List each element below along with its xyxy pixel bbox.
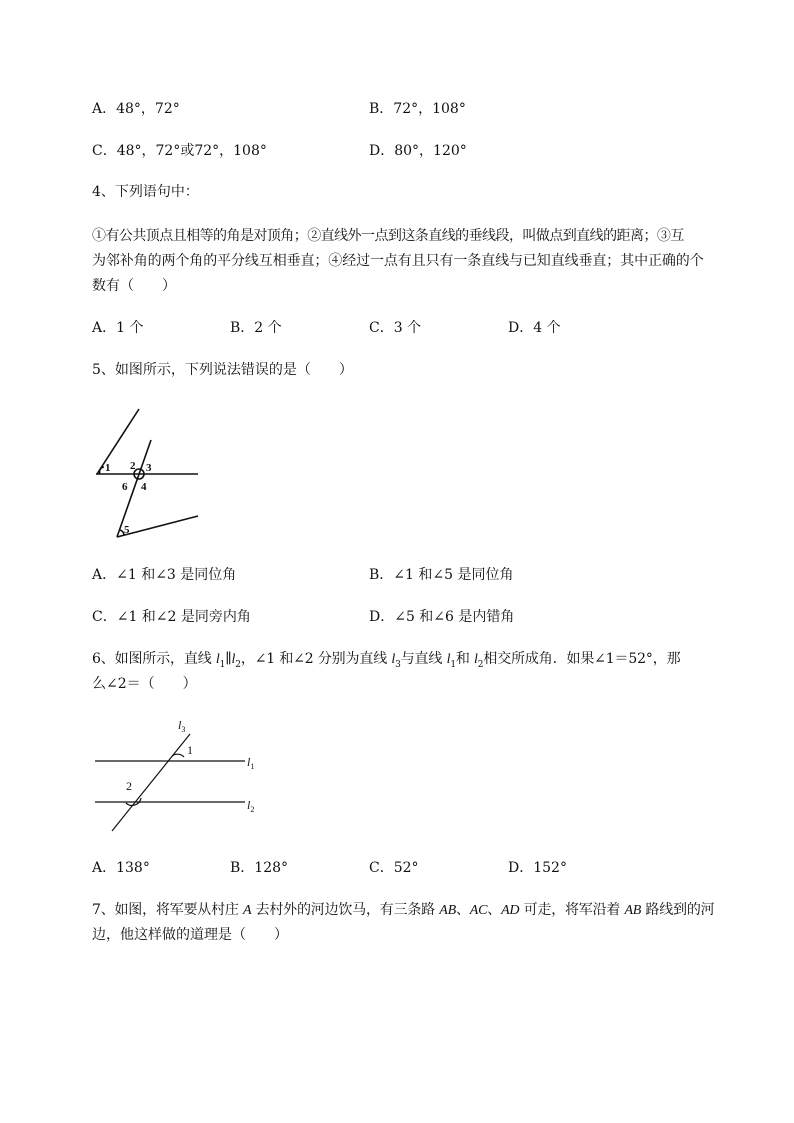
q6-option-b: B．128° [230,860,289,876]
q5-label-6: 6 [122,481,128,493]
q7-stem-line-2: 边，他这样做的道理是（ ） [92,927,288,943]
q5-figure [88,405,208,545]
q7-stem-line-1: 7、如图，将军要从村庄 A 去村外的河边饮马，有三条路 AB、AC、AD 可走，将军沿着 AB 路线到的河 [92,902,715,918]
q4-body-line-3: 数有（ ） [92,278,176,294]
q3-option-c: C．48°，72°或72°，108° [92,143,267,159]
q5-option-b: B．∠1 和∠5 是同位角 [369,567,514,583]
q4-option-d: D．4 个 [508,320,561,336]
q6-stem-line-2: 么∠2＝（ ） [92,676,197,692]
q6-option-c: C．52° [369,860,419,876]
q3-option-b: B．72°，108° [369,101,466,117]
q6-label-l1: $l_1$ [247,755,255,771]
q4-option-b: B．2 个 [230,320,282,336]
q6-label-l3: $l_3$ [178,718,186,734]
q6-label-angle-1: 1 [187,743,193,757]
q4-stem: 4、下列语句中： [92,184,199,200]
q5-option-a: A．∠1 和∠3 是同位角 [92,567,237,583]
q4-option-a: A．1 个 [92,320,144,336]
q6-option-d: D．152° [508,860,567,876]
q6-label-l2: $l_2$ [247,798,255,814]
q3-option-a: A．48°，72° [92,101,180,117]
q5-option-d: D．∠5 和∠6 是内错角 [369,609,515,625]
q5-label-5: 5 [124,524,130,536]
q3-option-d: D．80°，120° [369,143,467,159]
q5-label-4: 4 [141,481,147,493]
q5-label-2: 2 [130,460,136,472]
q6-label-angle-2: 2 [126,779,132,793]
q6-stem-line-1: 6、如图所示，直线 $l_1\parallel l_2$，∠1 和∠2 分别为直线 $l_3$与直线 $l_1$和 $l_2$相交所成角．如果∠1＝52°，那 [92,651,681,670]
q4-body-line-2: 为邻补角的两个角的平分线互相垂直；④经过一点有且只有一条直线与已知直线垂直；其中正确的个 [92,253,704,269]
q5-option-c: C．∠1 和∠2 是同旁内角 [92,609,251,625]
q5-label-1: 1 [105,462,111,474]
q6-line-l3 [112,734,190,831]
q6-arc-angle-1 [172,754,184,757]
q4-option-c: C．3 个 [369,320,422,336]
q6-option-a: A．138° [92,860,150,876]
q5-label-3: 3 [146,462,152,474]
q6-figure [90,712,270,836]
q5-stem: 5、如图所示，下列说法错误的是（ ） [92,362,353,378]
q4-body-line-1: ①有公共顶点且相等的角是对顶角；②直线外一点到这条直线的垂线段，叫做点到直线的距离；③互 [92,228,684,244]
